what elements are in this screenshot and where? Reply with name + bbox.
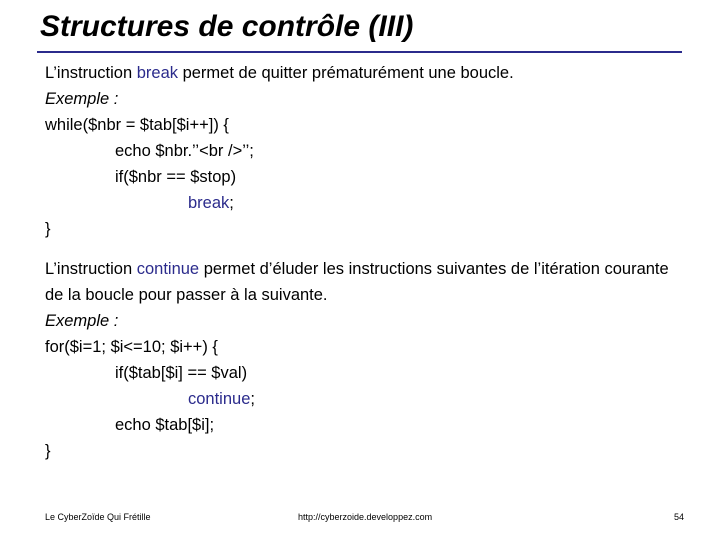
code-line: echo $tab[$i];: [115, 416, 215, 434]
title-underline: [37, 51, 682, 53]
code-line: if($tab[$i] == $val): [115, 364, 248, 382]
code-semicolon: ;: [229, 194, 234, 212]
code-line: [45, 190, 685, 216]
example-label-2: Exemple :: [45, 312, 119, 330]
break-keyword: break: [136, 64, 178, 82]
continue-intro-post: permet d’éluder les instructions suivantes de l’itération courante de la boucle pour passer à la suivante.: [45, 260, 669, 304]
break-intro: [45, 60, 685, 86]
slide-title: Structures de contrôle (III): [40, 10, 414, 43]
continue-keyword: continue: [136, 260, 200, 278]
page-number: 54: [674, 512, 685, 522]
continue-intro-pre: L’instruction: [45, 260, 137, 278]
code-line: [45, 386, 685, 412]
footer-author: Le CyberZoïde Qui Frétille: [45, 512, 151, 522]
break-intro-pre: L’instruction: [45, 64, 137, 82]
code-line: echo $nbr.’’<br />’’;: [115, 142, 254, 160]
continue-intro: [45, 256, 685, 308]
code-line: if($nbr == $stop): [115, 168, 237, 186]
code-line: for($i=1; $i<=10; $i++) {: [45, 338, 218, 356]
footer-url[interactable]: http://cyberzoide.developpez.com: [298, 512, 433, 522]
code-line: while($nbr = $tab[$i++]) {: [45, 116, 229, 134]
break-intro-post: permet de quitter prématurément une boucle.: [178, 64, 514, 82]
code-continue-keyword: continue: [188, 390, 251, 408]
section-spacer: [45, 242, 685, 256]
code-line: }: [45, 220, 51, 238]
code-break-keyword: break: [188, 194, 230, 212]
code-semicolon: ;: [250, 390, 255, 408]
example-label-1: Exemple :: [45, 90, 119, 108]
slide-body: [45, 60, 685, 464]
code-line: }: [45, 442, 51, 460]
